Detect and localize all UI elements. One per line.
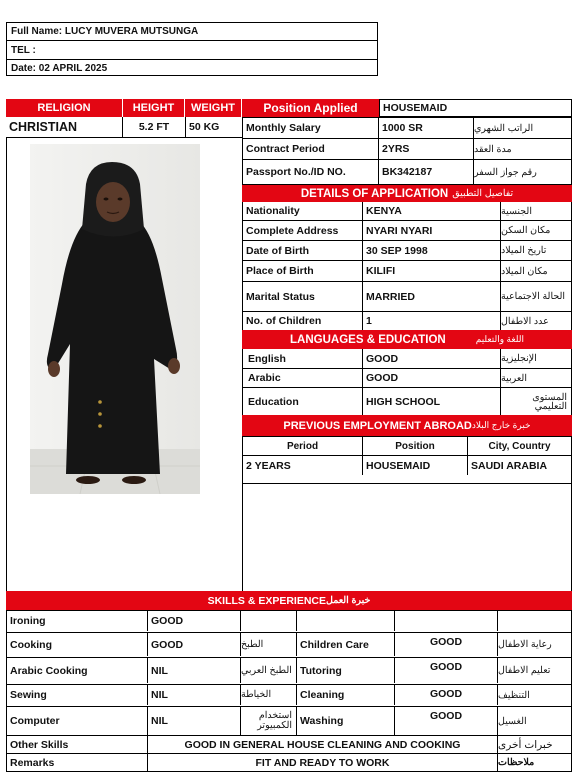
- detail-label: Place of Birth: [243, 261, 363, 282]
- detail-value: KILIFI: [363, 261, 501, 282]
- period-ar: مدة العقد: [474, 139, 571, 160]
- period-value: 2YRS: [379, 139, 474, 160]
- employment-title: [242, 415, 572, 436]
- languages-title: [242, 330, 572, 349]
- period-label: Contract Period: [243, 139, 379, 160]
- applicant-photo-svg: [30, 144, 200, 494]
- skill-ar-right: رعاية الاطفال: [498, 632, 571, 656]
- language-ar: المستوى التعليمي: [532, 391, 567, 412]
- right-blank-area: [242, 484, 572, 591]
- detail-label: Marital Status: [243, 282, 363, 312]
- skill-value: NIL: [148, 657, 241, 683]
- employment-col-position: Position: [363, 437, 468, 456]
- skills-title: [6, 591, 572, 610]
- skill-value-right: GOOD: [395, 657, 498, 683]
- detail-ar: عدد الاطفال: [501, 315, 549, 327]
- skill-label-right: Cleaning: [297, 684, 395, 705]
- tel: TEL :: [7, 41, 377, 60]
- salary-ar: الراتب الشهري: [474, 118, 571, 139]
- passport-label: Passport No./ID NO.: [243, 160, 379, 184]
- details-title-en: DETAILS OF APPLICATION: [300, 187, 449, 200]
- skills-title-en: SKILLS & EXPERIENCE: [207, 594, 327, 607]
- detail-label: Date of Birth: [243, 241, 363, 261]
- salary-value: 1000 SR: [379, 118, 474, 139]
- skill-label-right: Children Care: [297, 632, 395, 656]
- skill-ar: الطبخ العربي: [241, 657, 297, 683]
- employment-title-ar: خبرة خارج البلاد: [471, 420, 531, 430]
- passport-ar: رقم جواز السفر: [474, 166, 537, 178]
- passport-value: BK342187: [379, 160, 474, 184]
- skill-ar: الخياطة: [241, 684, 297, 705]
- detail-ar: تاريخ الميلاد: [501, 241, 571, 261]
- weight-value: 50 KG: [185, 117, 242, 138]
- religion-header: RELIGION: [6, 99, 122, 117]
- skill-value: GOOD: [148, 632, 241, 656]
- skill-label: Ironing: [7, 611, 148, 631]
- language-value: GOOD: [363, 369, 501, 388]
- detail-ar: الجنسية: [501, 202, 571, 221]
- skill-label-right: Washing: [297, 706, 395, 735]
- skill-label: Computer: [7, 706, 148, 735]
- languages-title-en: LANGUAGES & EDUCATION: [290, 333, 446, 346]
- detail-value: 30 SEP 1998: [363, 241, 501, 261]
- skill-ar-right: تعليم الاطفال: [498, 657, 571, 683]
- remarks-label: Remarks: [7, 753, 148, 771]
- skill-value: GOOD: [148, 611, 241, 631]
- remarks-value: FIT AND READY TO WORK: [148, 753, 498, 771]
- language-ar: العربية: [501, 369, 571, 388]
- skill-label-right: [297, 611, 395, 631]
- detail-label: Complete Address: [243, 221, 363, 241]
- skill-label: Cooking: [7, 632, 148, 656]
- language-label: English: [243, 349, 363, 369]
- details-title-ar: تفاصيل التطبيق: [452, 188, 514, 199]
- height-header: HEIGHT: [123, 99, 184, 117]
- skill-label-right: Tutoring: [297, 657, 395, 683]
- skill-value-right: GOOD: [395, 684, 498, 705]
- skill-ar-right: الغسيل: [498, 706, 571, 735]
- remarks-ar: ملاحظات: [498, 753, 571, 771]
- details-title: [242, 185, 572, 202]
- detail-ar: مكان السكن: [501, 221, 571, 241]
- detail-value: NYARI NYARI: [363, 221, 501, 241]
- employment-col-period: Period: [243, 437, 363, 456]
- language-value: GOOD: [363, 349, 501, 369]
- employment-title-en: PREVIOUS EMPLOYMENT ABROAD: [283, 419, 472, 432]
- employment-period: 2 YEARS: [243, 456, 363, 475]
- skill-ar-right: التنظيف: [498, 684, 571, 705]
- languages-title-ar: اللغة والتعليم: [475, 334, 524, 344]
- religion-value: CHRISTIAN: [6, 117, 122, 138]
- skill-value: NIL: [148, 684, 241, 705]
- language-label: Arabic: [243, 369, 363, 388]
- detail-ar: الحالة الاجتماعية: [501, 282, 571, 312]
- language-ar: الإنجليزية: [501, 349, 571, 369]
- salary-label: Monthly Salary: [243, 118, 379, 139]
- skill-value-right: GOOD: [395, 706, 498, 735]
- applicant-photo: [30, 144, 200, 494]
- detail-label: Nationality: [243, 202, 363, 221]
- detail-value: KENYA: [363, 202, 501, 221]
- skill-value-right: GOOD: [395, 632, 498, 656]
- height-value: 5.2 FT: [122, 117, 185, 138]
- skills-title-ar: خبرة العمل: [326, 595, 371, 606]
- skill-label: Sewing: [7, 684, 148, 705]
- weight-header: WEIGHT: [185, 99, 241, 117]
- full-name: Full Name: LUCY MUVERA MUTSUNGA: [7, 23, 377, 41]
- detail-value: MARRIED: [363, 282, 501, 312]
- detail-ar: مكان الميلاد: [501, 261, 571, 282]
- employment-col-city: City, Country: [468, 437, 571, 456]
- other-skills-ar: خبرات أخرى: [498, 735, 571, 753]
- language-value: HIGH SCHOOL: [363, 388, 501, 415]
- position-header: Position Applied: [242, 99, 379, 117]
- date: Date: 02 APRIL 2025: [11, 63, 108, 74]
- detail-label: No. of Children: [243, 312, 363, 330]
- skill-ar-right: [498, 611, 571, 631]
- employment-position: HOUSEMAID: [363, 456, 468, 475]
- skill-ar: [241, 611, 297, 631]
- skill-value-right: [395, 611, 498, 631]
- header-box: [6, 22, 378, 76]
- skill-ar: الطبخ: [241, 632, 297, 656]
- skill-label: Arabic Cooking: [7, 657, 148, 683]
- employment-city: SAUDI ARABIA: [471, 459, 548, 472]
- skill-value: NIL: [148, 706, 241, 735]
- other-skills-value: GOOD IN GENERAL HOUSE CLEANING AND COOKING: [148, 735, 498, 753]
- other-skills-label: Other Skills: [7, 735, 148, 753]
- language-label: Education: [243, 388, 363, 415]
- position-value: HOUSEMAID: [379, 99, 572, 117]
- detail-value: 1: [363, 312, 501, 330]
- skill-ar: استخدام الكمبيوتر: [241, 706, 297, 735]
